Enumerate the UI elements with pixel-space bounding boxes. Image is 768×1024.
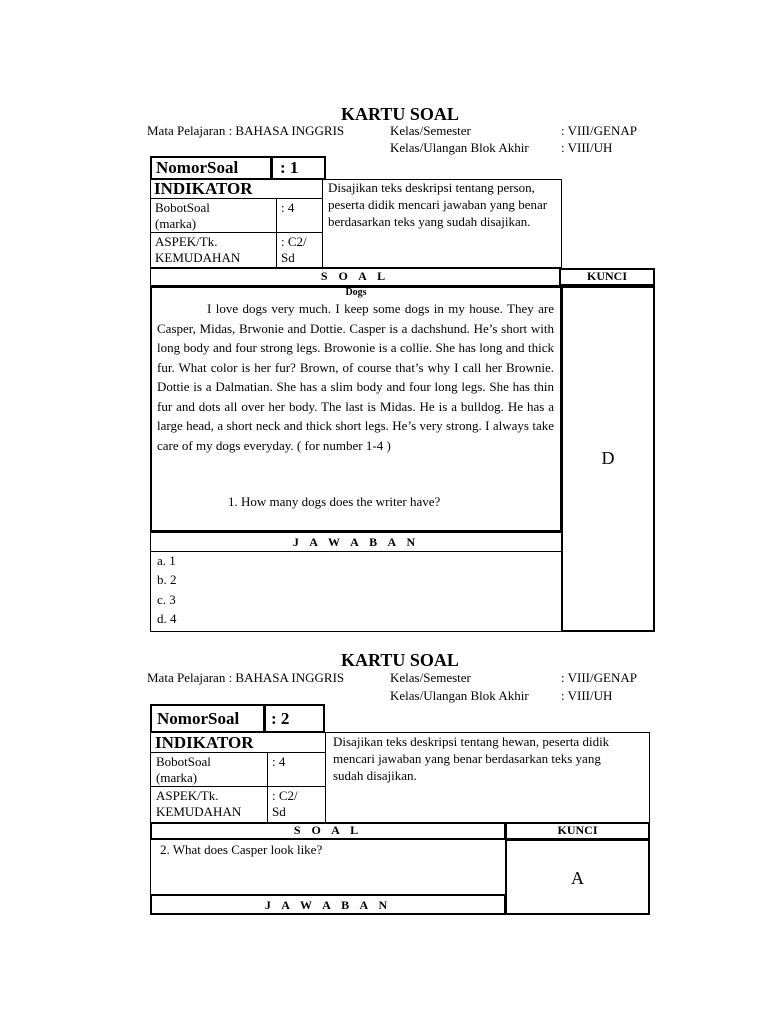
passage: I love dogs very much. I keep some dogs in my house. They are Casper, Midas, Brwonie and Dottie. Casper is a dachshund. He’s short with long body and four strong legs. Browonie is a collie. She has long and thick fur. What color is her fur? Brown, of course that’s why I call her Brownie. Dottie is a Dalmatian. She has a slim body and four long legs. She has thin fur and dots all over her body. The last is Midas. He is a bulldog. He has a large head, a short neck and thick short legs. He’s very strong. I always take care of my dogs everyday. ( for number 1-4 ) [157, 301, 554, 453]
aspek-label-2: KEMUDAHAN [155, 250, 241, 265]
ulangan-label: Kelas/Ulangan Blok Akhir [390, 688, 529, 703]
nomor-label: NomorSoal [156, 158, 239, 177]
kunci-header: KUNCI [586, 269, 627, 283]
ulangan-value: : VIII/UH [561, 140, 613, 155]
nomor-value: : 2 [271, 709, 290, 728]
kunci-header: KUNCI [557, 823, 598, 837]
nomor-value: : 1 [280, 158, 299, 177]
ulangan-label: Kelas/Ulangan Blok Akhir [390, 140, 529, 155]
bobot-label-1: BobotSoal [156, 754, 211, 769]
aspek-value-2: Sd [281, 250, 295, 265]
subject-line: Mata Pelajaran : BAHASA INGGRIS [147, 670, 345, 685]
aspek-value-1: : C2/ [281, 234, 307, 249]
option-d: d. 4 [157, 611, 177, 626]
answer-key: D [601, 448, 615, 468]
question-1: 1. How many dogs does the writer have? [228, 494, 441, 509]
option-b: b. 2 [157, 572, 177, 587]
kelas-value: : VIII/GENAP [561, 670, 637, 685]
bobot-label-2: (marka) [156, 770, 198, 785]
soal-header: S O A L [320, 269, 390, 283]
soal-header: S O A L [293, 823, 363, 837]
aspek-value-2: Sd [272, 804, 286, 819]
indikator-label: INDIKATOR [154, 179, 253, 198]
kelas-value: : VIII/GENAP [561, 123, 637, 138]
subject-line: Mata Pelajaran : BAHASA INGGRIS [147, 123, 345, 138]
bobot-label-2: (marka) [155, 216, 197, 231]
indikator-label: INDIKATOR [155, 733, 254, 752]
kelas-label: Kelas/Semester [390, 123, 471, 138]
aspek-label-2: KEMUDAHAN [156, 804, 242, 819]
indikator-text: Disajikan teks deskripsi tentang person, peserta didik mencari jawaban yang benar berdasarkan teks yang sudah disajikan. [328, 180, 548, 229]
jawaban-header: J A W A B A N [292, 535, 420, 549]
aspek-label-1: ASPEK/Tk. [155, 234, 218, 249]
question-2: 2. What does Casper look like? [160, 842, 323, 857]
jawaban-header: J A W A B A N [264, 898, 392, 912]
answer-key: A [571, 868, 584, 888]
card-title: KARTU SOAL [341, 650, 459, 670]
ulangan-value: : VIII/UH [561, 688, 613, 703]
aspek-label-1: ASPEK/Tk. [156, 788, 219, 803]
bobot-label-1: BobotSoal [155, 200, 210, 215]
card-title: KARTU SOAL [341, 104, 459, 124]
aspek-value-1: : C2/ [272, 788, 298, 803]
bobot-value: : 4 [272, 754, 286, 769]
bobot-value: : 4 [281, 200, 295, 215]
kelas-label: Kelas/Semester [390, 670, 471, 685]
nomor-label: NomorSoal [157, 709, 240, 728]
option-c: c. 3 [157, 592, 176, 607]
jawaban-options-box [150, 551, 562, 632]
passage-title: Dogs [345, 287, 367, 298]
indikator-text: Disajikan teks deskripsi tentang hewan, peserta didik mencari jawaban yang benar berdasarkan teks yang sudah disajikan. [333, 734, 610, 783]
option-a: a. 1 [157, 553, 176, 568]
